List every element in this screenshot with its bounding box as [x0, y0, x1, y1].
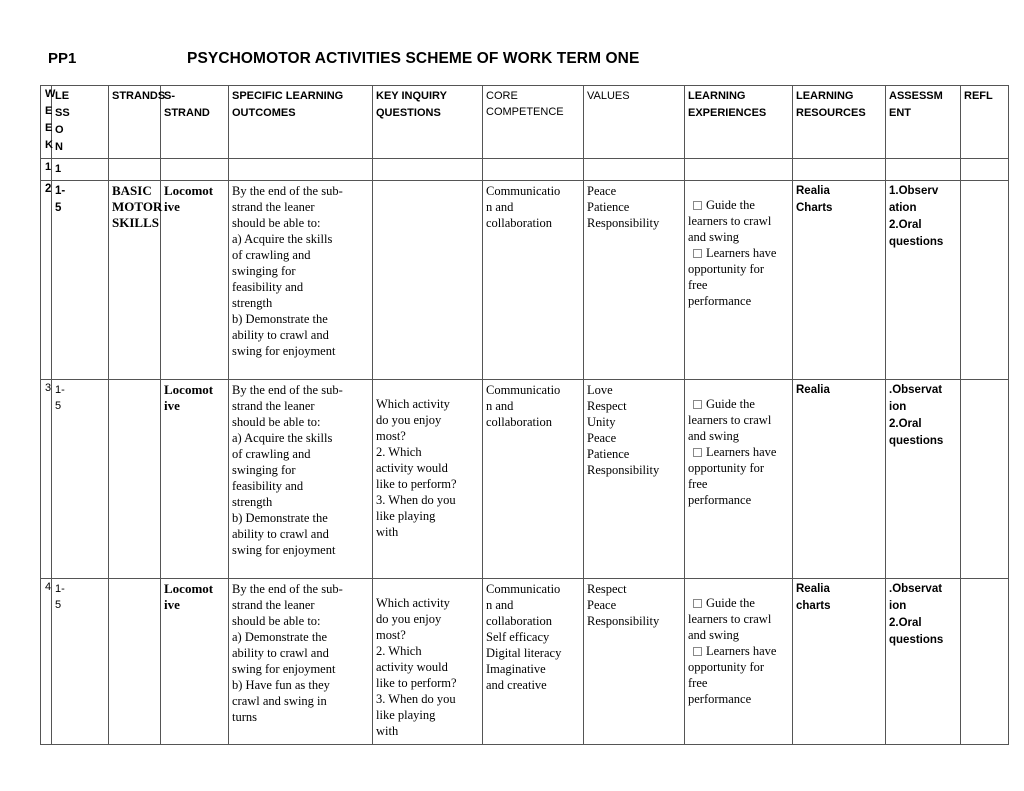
outcomes-header: SPECIFIC LEARNING OUTCOMES — [229, 86, 373, 159]
resources-cell: Realia charts — [793, 579, 886, 745]
assessment-cell: 1.Observ ation 2.Oral questions — [886, 181, 961, 380]
header-row — [41, 86, 1009, 159]
lesson-header: LE SS O N — [52, 86, 109, 159]
assessment-header: ASSESSM ENT — [886, 86, 961, 159]
table-row — [41, 181, 1009, 380]
week-cell: 4 — [41, 579, 52, 745]
table-row — [41, 579, 1009, 745]
competence-cell: Communicatio n and collaboration — [483, 380, 584, 579]
inquiry-cell: Which activity do you enjoy most? 2. Which activity would like to perform? 3. When do you like playing with — [373, 380, 483, 579]
competence-cell: Communicatio n and collaboration — [483, 181, 584, 380]
reflection-header: REFL — [961, 86, 1009, 159]
outcomes-cell: By the end of the sub- strand the leaner should be able to: a) Demonstrate the ability to crawl and swing for enjoyment b) Have fun as they crawl and swing in turns — [229, 579, 373, 745]
assessment-cell: .Observat ion 2.Oral questions — [886, 579, 961, 745]
week-header: W E E K — [41, 86, 52, 159]
lesson-cell: 1- 5 — [52, 380, 109, 579]
values-cell: Love Respect Unity Peace Patience Responsibility — [584, 380, 685, 579]
experiences-cell: Guide the learners to crawl and swing Learners have opportunity for free performance — [685, 579, 793, 745]
values-cell: Peace Patience Responsibility — [584, 181, 685, 380]
outcomes-cell: By the end of the sub- strand the leaner should be able to: a) Acquire the skills of crawling and swinging for feasibility and strength b) Demonstrate the ability to crawl and swing for enjoyment — [229, 380, 373, 579]
document-title: PSYCHOMOTOR ACTIVITIES SCHEME OF WORK TERM ONE — [187, 50, 640, 67]
bullet-icon — [693, 400, 702, 409]
lesson-index: 1 — [52, 159, 109, 181]
sub-strand-header: S- STRAND — [161, 86, 229, 159]
class-label: PP1 — [48, 50, 77, 67]
assessment-cell: .Observat ion 2.Oral questions — [886, 380, 961, 579]
bullet-icon — [693, 448, 702, 457]
lesson-cell: 1- 5 — [52, 579, 109, 745]
experiences-header: LEARNING EXPERIENCES — [685, 86, 793, 159]
reflection-cell — [961, 579, 1009, 745]
table-row — [41, 380, 1009, 579]
index-row — [41, 159, 1009, 181]
competence-cell: Communicatio n and collaboration Self efficacy Digital literacy Imaginative and creative — [483, 579, 584, 745]
bullet-icon — [693, 647, 702, 656]
experiences-cell: Guide the learners to crawl and swing Learners have opportunity for free performance — [685, 181, 793, 380]
week-cell: 2 — [41, 181, 52, 380]
resources-header: LEARNING RESOURCES — [793, 86, 886, 159]
inquiry-cell — [373, 181, 483, 380]
strand-cell — [109, 380, 161, 579]
sub-strand-cell: Locomot ive — [161, 579, 229, 745]
week-cell: 3 — [41, 380, 52, 579]
values-cell: Respect Peace Responsibility — [584, 579, 685, 745]
outcomes-cell: By the end of the sub- strand the leaner should be able to: a) Acquire the skills of crawling and swinging for feasibility and strength b) Demonstrate the ability to crawl and swing for enjoyment — [229, 181, 373, 380]
strand-cell — [109, 579, 161, 745]
strand-cell: BASIC MOTOR SKILLS — [109, 181, 161, 380]
resources-cell: Realia Charts — [793, 181, 886, 380]
sub-strand-cell: Locomot ive — [161, 181, 229, 380]
bullet-icon — [693, 201, 702, 210]
inquiry-header: KEY INQUIRY QUESTIONS — [373, 86, 483, 159]
bullet-icon — [693, 599, 702, 608]
values-header: VALUES — [584, 86, 685, 159]
inquiry-cell: Which activity do you enjoy most? 2. Which activity would like to perform? 3. When do you like playing with — [373, 579, 483, 745]
bullet-icon — [693, 249, 702, 258]
resources-cell: Realia — [793, 380, 886, 579]
strands-header: STRANDS — [109, 86, 161, 159]
week-index: 1 — [41, 159, 52, 181]
sub-strand-cell: Locomot ive — [161, 380, 229, 579]
lesson-cell: 1- 5 — [52, 181, 109, 380]
reflection-cell — [961, 380, 1009, 579]
competence-header: CORE COMPETENCE — [483, 86, 584, 159]
experiences-cell: Guide the learners to crawl and swing Learners have opportunity for free performance — [685, 380, 793, 579]
scheme-of-work-table — [40, 85, 1009, 745]
reflection-cell — [961, 181, 1009, 380]
